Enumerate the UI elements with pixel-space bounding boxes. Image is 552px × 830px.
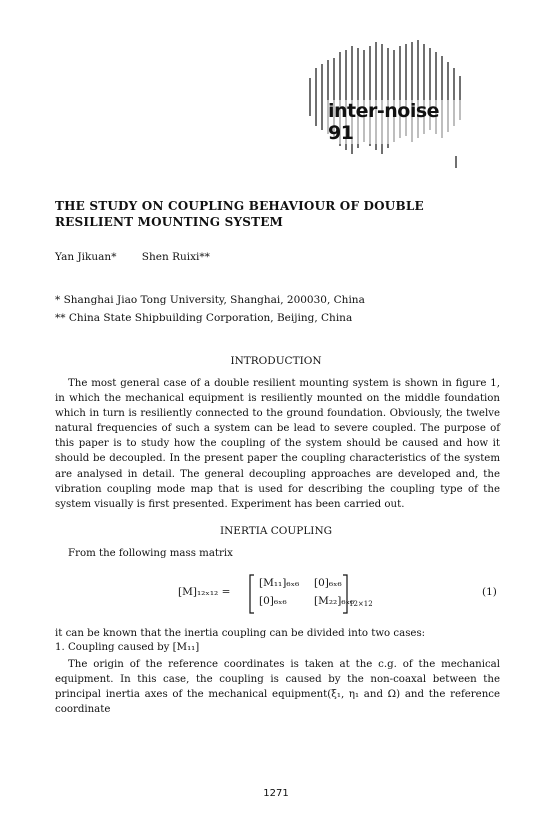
introduction-paragraph: The most general case of a double resilient mounting system is shown in figure 1, in which the mechanical equipment is resiliently mounted on the middle foundation which in turn is resiliently connected to the ground foundation. Obviously, the twelve natural frequencies of such a system can be lead to severe coupled. The purpose of this paper is to study how the coupling of the system should be caused and how it should be decoupled. In the present paper the coupling characteristics of the system are analysed in detail. The general decoupling approaches are developed and, the vibration coupling mode map that is used for describing the coupling type of the system visually is first presented. Experiment has been carried out. [55,378,500,510]
author-1: Yan Jikuan* [55,251,117,263]
inertia-coupling-heading: INERTIA COUPLING [219,525,333,537]
mass-matrix-equation [0,572,552,616]
author-2: Shen Ruixi** [141,251,210,263]
matrix-m22: [M₂₂]₆ₓ₆ [314,595,355,607]
affiliation-1: * Shanghai Jiao Tong University, Shanghai, 200030, China [55,294,365,306]
case-1-label: 1. Coupling caused by [M₁₁] [55,642,200,653]
matrix-zero-12: [0]₆ₓ₆ [314,577,342,589]
matrix-zero-21: [0]₆ₓ₆ [259,595,287,607]
conference-logo-text: inter-noise 91 [326,100,470,144]
equation-number: (1) [482,586,497,598]
after-equation-text: it can be known that the inertia coupling can be divided into two cases: [55,628,426,639]
matrix-size-subscript: 12×12 [349,600,373,608]
paper-title: THE STUDY ON COUPLING BEHAVIOUR OF DOUBLE RESILIENT MOUNTING SYSTEM [55,199,424,229]
equation-lhs: [M]₁₂ₓ₁₂ = [178,586,231,598]
author-list [55,251,210,263]
introduction-heading: INTRODUCTION [230,355,322,367]
page-number: 1271 [263,788,289,799]
inertia-intro-paragraph: From the following mass matrix [68,548,233,559]
matrix-m11: [M₁₁]₆ₓ₆ [259,577,300,589]
affiliation-2: ** China State Shipbuilding Corporation, Beijing, China [55,312,353,324]
case-1-paragraph: The origin of the reference coordinates is taken at the c.g. of the mechanical equipment. In this case, the coupling is caused by the non-coaxal between the principal inertia axes of the mechanical equipment(ξ₁, η₁ and Ω) and the reference coordinate [55,659,500,716]
